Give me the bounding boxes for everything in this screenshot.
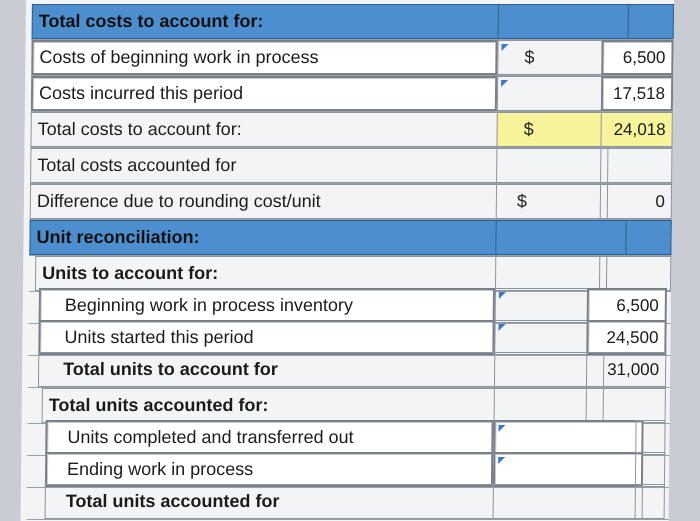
- row-costs-incurred: [31, 76, 673, 112]
- row-total-units-accounted: [27, 484, 669, 520]
- input-units-completed[interactable]: [493, 420, 643, 455]
- header-unit-reconciliation: [29, 220, 671, 256]
- value-total-costs: 24,018: [600, 112, 672, 147]
- dropdown-flag-icon: [498, 457, 505, 464]
- row-units-started: [28, 320, 670, 356]
- value-total-units-to-account: 31,000: [586, 352, 666, 387]
- row-units-completed: [27, 420, 669, 456]
- value-beginning-wip[interactable]: 6,500: [587, 288, 667, 323]
- row-label: Difference due to rounding cost/unit: [30, 184, 496, 219]
- row-label[interactable]: Ending work in process: [45, 452, 493, 487]
- dropdown-flag-icon: [498, 425, 505, 432]
- row-difference-rounding: [30, 184, 672, 220]
- dropdown-flag-icon: [501, 80, 508, 87]
- row-label[interactable]: Beginning work in process inventory: [39, 288, 495, 323]
- row-units-to-account-for: [29, 256, 671, 292]
- header-total-costs: [32, 4, 674, 40]
- row-label[interactable]: Costs of beginning work in process: [31, 40, 497, 75]
- row-label: Unit reconciliation:: [29, 220, 495, 255]
- row-label[interactable]: Units completed and transferred out: [45, 420, 493, 455]
- row-costs-beginning-wip: [31, 40, 673, 76]
- row-beginning-wip-inventory: [29, 288, 671, 324]
- row-label: Total costs to account for:: [30, 112, 496, 147]
- dropdown-flag-icon: [501, 44, 508, 51]
- row-ending-wip: [27, 452, 669, 488]
- row-total-costs-accounted: [30, 148, 672, 184]
- row-label: Total units to account for: [38, 352, 494, 387]
- value-units-started[interactable]: 24,500: [586, 320, 666, 355]
- row-label: Total costs accounted for: [30, 148, 496, 183]
- row-total-costs: [30, 112, 672, 148]
- value-total-costs-accounted: [600, 148, 672, 183]
- row-label[interactable]: Costs incurred this period: [31, 76, 497, 111]
- value-costs-beginning-wip[interactable]: 6,500: [601, 40, 673, 75]
- row-total-units-to-account: [28, 352, 670, 388]
- dollar-sign: $: [524, 47, 535, 67]
- row-label: Total units accounted for: [45, 484, 493, 519]
- row-label: Total units accounted for:: [42, 388, 494, 423]
- worksheet: [21, 0, 674, 521]
- dollar-sign: $: [516, 191, 528, 211]
- input-ending-wip[interactable]: [493, 452, 643, 487]
- row-label: Total costs to account for:: [32, 4, 498, 39]
- row-label: Units to account for:: [35, 256, 495, 291]
- value-costs-incurred[interactable]: 17,518: [601, 76, 673, 111]
- row-total-units-accounted-header: [28, 388, 670, 424]
- dollar-sign: $: [523, 119, 534, 139]
- row-label[interactable]: Units started this period: [38, 320, 494, 355]
- dropdown-flag-icon: [499, 292, 506, 299]
- dropdown-flag-icon: [499, 324, 506, 331]
- value-difference-rounding: 0: [600, 184, 672, 219]
